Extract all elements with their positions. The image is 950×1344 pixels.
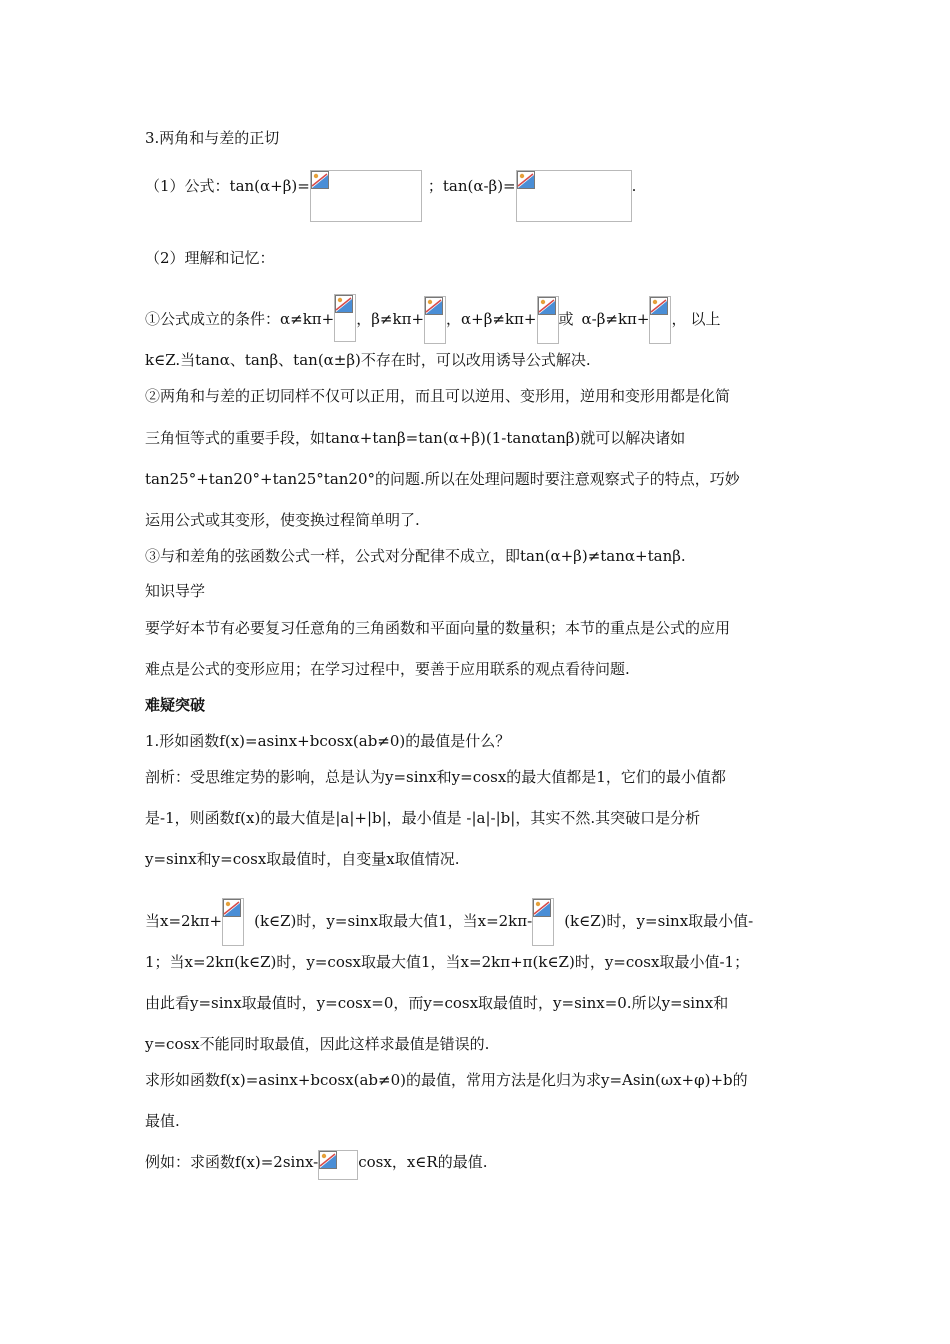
after-line-3: y=cosx不能同时取最值，因此这样求最值是错误的. bbox=[145, 1035, 490, 1053]
condition-4: α-β≠kπ+ bbox=[581, 310, 650, 328]
method-line-1: 求形如函数f(x)=asinx+bcosx(ab≠0)的最值，常用方法是化归为求y=Asin(ωx+φ)+b的 bbox=[145, 1071, 748, 1089]
broken-image-icon bbox=[335, 295, 353, 313]
example-a: 例如：求函数f(x)=2sinx- bbox=[145, 1153, 319, 1171]
when-b: (k∈Z)时，y=sinx取最大值1，当x=2kπ- bbox=[254, 912, 533, 930]
guide-line-2: 难点是公式的变形应用；在学习过程中，要善于应用联系的观点看待问题. bbox=[145, 660, 630, 678]
paragraph-2-line-3: tan25°+tan20°+tan25°tan20°的问题.所以在处理问题时要注意观察式子的特点，巧妙 bbox=[145, 470, 740, 488]
question-1: 1.形如函数f(x)=asinx+bcosx(ab≠0)的最值是什么？ bbox=[145, 732, 511, 750]
when-line bbox=[145, 898, 753, 946]
broken-image-frac-4 bbox=[649, 296, 671, 344]
condition-or: 或 bbox=[558, 310, 574, 328]
broken-image-pi-half-2 bbox=[532, 898, 554, 946]
broken-image-icon bbox=[517, 171, 535, 189]
broken-image-icon bbox=[311, 171, 329, 189]
difficulty-title: 难疑突破 bbox=[145, 696, 206, 714]
condition-1: α≠kπ+ bbox=[280, 310, 335, 328]
paragraph-3: ③与和差角的弦函数公式一样，公式对分配律不成立，即tan(α+β)≠tanα+tanβ. bbox=[145, 547, 686, 565]
tan-sum-lhs: tan(α+β)= bbox=[229, 177, 310, 195]
analysis-line-1: 剖析：受思维定势的影响，总是认为y=sinx和y=cosx的最大值都是1，它们的最小值都 bbox=[145, 768, 726, 786]
broken-image-frac-2 bbox=[424, 296, 446, 344]
broken-image-icon bbox=[650, 297, 668, 315]
broken-image-frac-1 bbox=[334, 294, 356, 342]
broken-image-tan-sum bbox=[310, 170, 422, 222]
tan-diff-lhs: tan(α-β)= bbox=[442, 177, 516, 195]
example-line bbox=[145, 1152, 487, 1180]
broken-image-pi-half-1 bbox=[222, 898, 244, 946]
method-line-2: 最值. bbox=[145, 1112, 180, 1130]
broken-image-sqrt bbox=[318, 1150, 358, 1180]
analysis-line-2: 是-1，则函数f(x)的最大值是|a|+|b|，最小值是 -|a|-|b|，其实不然.其突破口是分析 bbox=[145, 809, 701, 827]
condition-tail: 以上 bbox=[690, 310, 721, 328]
broken-image-icon bbox=[319, 1151, 337, 1169]
condition-prefix: ①公式成立的条件： bbox=[145, 310, 281, 328]
broken-image-icon bbox=[425, 297, 443, 315]
condition-line: ①公式成立的条件：α≠kπ+ ，β≠kπ+ ，α+β≠kπ+ 或 α-β≠kπ+ ， 以上 bbox=[145, 296, 721, 344]
broken-image-icon bbox=[223, 899, 241, 917]
condition-continuation: k∈Z.当tanα、tanβ、tan(α±β)不存在时，可以改用诱导公式解决. bbox=[145, 351, 591, 369]
when-c: (k∈Z)时，y=sinx取最小值- bbox=[564, 912, 754, 930]
after-line-2: 由此看y=sinx取最值时，y=cosx=0，而y=cosx取最值时，y=sinx=0.所以y=sinx和 bbox=[145, 994, 729, 1012]
broken-image-tan-diff bbox=[516, 170, 632, 222]
paragraph-2-line-1: ②两角和与差的正切同样不仅可以正用，而且可以逆用、变形用，逆用和变形用都是化简 bbox=[145, 387, 731, 405]
formula-sep: ； bbox=[427, 177, 443, 195]
formula-end: . bbox=[631, 177, 637, 195]
paragraph-2-line-2: 三角恒等式的重要手段，如tanα+tanβ=tan(α+β)(1-tanαtanβ)就可以解决诸如 bbox=[145, 429, 686, 447]
after-line-1: 1；当x=2kπ(k∈Z)时，y=cosx取最大值1，当x=2kπ+π(k∈Z)时，y=cosx取最小值-1； bbox=[145, 953, 750, 971]
guide-line-1: 要学好本节有必要复习任意角的三角函数和平面向量的数量积；本节的重点是公式的应用 bbox=[145, 619, 731, 637]
example-b: cosx，x∈R的最值. bbox=[358, 1153, 488, 1171]
analysis-line-3: y=sinx和y=cosx取最值时，自变量x取值情况. bbox=[145, 850, 460, 868]
guide-title: 知识导学 bbox=[145, 582, 206, 600]
broken-image-icon bbox=[533, 899, 551, 917]
condition-3: α+β≠kπ+ bbox=[461, 310, 537, 328]
paragraph-2-line-4: 运用公式或其变形，使变换过程简单明了. bbox=[145, 511, 420, 529]
understanding-label: （2）理解和记忆： bbox=[145, 249, 275, 267]
formula-label: （1）公式： bbox=[145, 177, 230, 195]
when-a: 当x=2kπ+ bbox=[145, 912, 223, 930]
broken-image-frac-3 bbox=[537, 296, 559, 344]
condition-2: β≠kπ+ bbox=[371, 310, 425, 328]
broken-image-icon bbox=[538, 297, 556, 315]
section-title: 3.两角和与差的正切 bbox=[145, 129, 280, 147]
formula-line bbox=[145, 176, 636, 222]
